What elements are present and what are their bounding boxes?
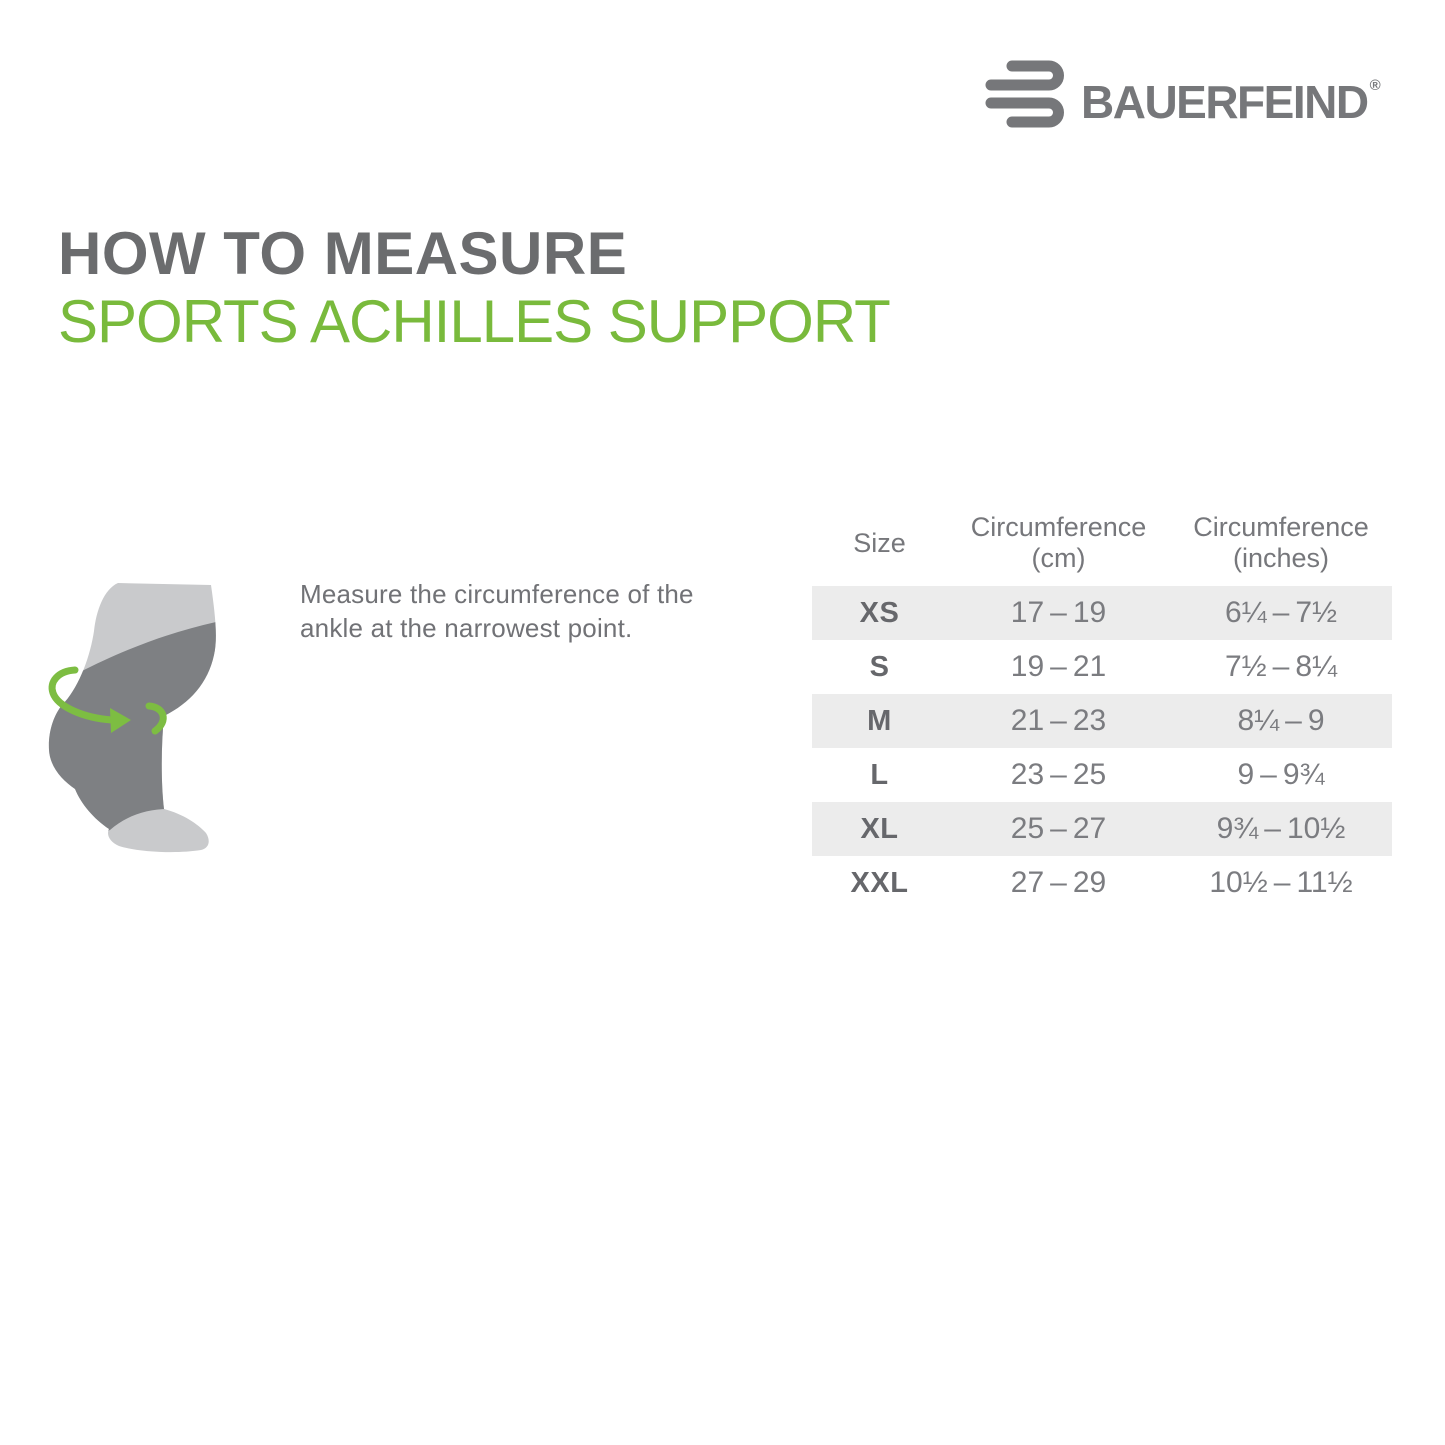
- inches-cell: 10½ – 11½: [1209, 866, 1353, 899]
- page-title: HOW TO MEASURE: [58, 220, 628, 287]
- size-cell: M: [867, 704, 892, 737]
- inches-cell: 9 – 9¾: [1237, 758, 1325, 791]
- ankle-measurement-illustration: [38, 583, 230, 865]
- bauerfeind-b-icon: [982, 58, 1072, 130]
- cm-cell: 17 – 19: [1010, 596, 1107, 629]
- table-row-m: [812, 694, 1392, 748]
- table-row-xl: [812, 802, 1392, 856]
- cm-cell: 25 – 27: [1010, 812, 1107, 845]
- inches-cell: 7½ – 8¼: [1224, 650, 1338, 683]
- instruction-text: [300, 577, 694, 645]
- cm-cell: 19 – 21: [1010, 650, 1107, 683]
- cm-cell: 21 – 23: [1010, 704, 1107, 737]
- inches-cell: 8¼ – 9: [1237, 704, 1325, 737]
- size-cell: XS: [859, 596, 900, 629]
- size-cell: XL: [860, 812, 899, 845]
- support-sleeve-shape: [38, 619, 230, 837]
- column-header-size: Size: [853, 527, 906, 558]
- brand-name-text: BAUERFEIND: [1081, 76, 1368, 128]
- table-row-l: [812, 748, 1392, 802]
- size-cell: S: [869, 650, 890, 683]
- size-cell: L: [870, 758, 889, 791]
- column-header-circumference-inches: Circumference (inches): [1193, 512, 1369, 573]
- table-row-xs: [812, 586, 1392, 640]
- brand-name: [1081, 50, 1381, 138]
- size-cell: XXL: [850, 866, 909, 899]
- size-table: [812, 500, 1392, 910]
- table-row-xxl: [812, 856, 1392, 910]
- inches-cell: 6¼ – 7½: [1224, 596, 1338, 629]
- instruction-line-1: Measure the circumference of the: [300, 579, 694, 609]
- page-subtitle: SPORTS ACHILLES SUPPORT: [58, 288, 890, 355]
- cm-cell: 27 – 29: [1010, 866, 1107, 899]
- column-header-circumference-cm: Circumference (cm): [970, 512, 1147, 573]
- table-row-s: [812, 640, 1392, 694]
- bauerfeind-logo: [982, 50, 1381, 138]
- size-table-header: [812, 500, 1392, 586]
- inches-cell: 9¾ – 10½: [1216, 812, 1346, 845]
- cm-cell: 23 – 25: [1010, 758, 1107, 791]
- instruction-line-2: ankle at the narrowest point.: [300, 613, 633, 643]
- registered-trademark-icon: ®: [1369, 77, 1381, 94]
